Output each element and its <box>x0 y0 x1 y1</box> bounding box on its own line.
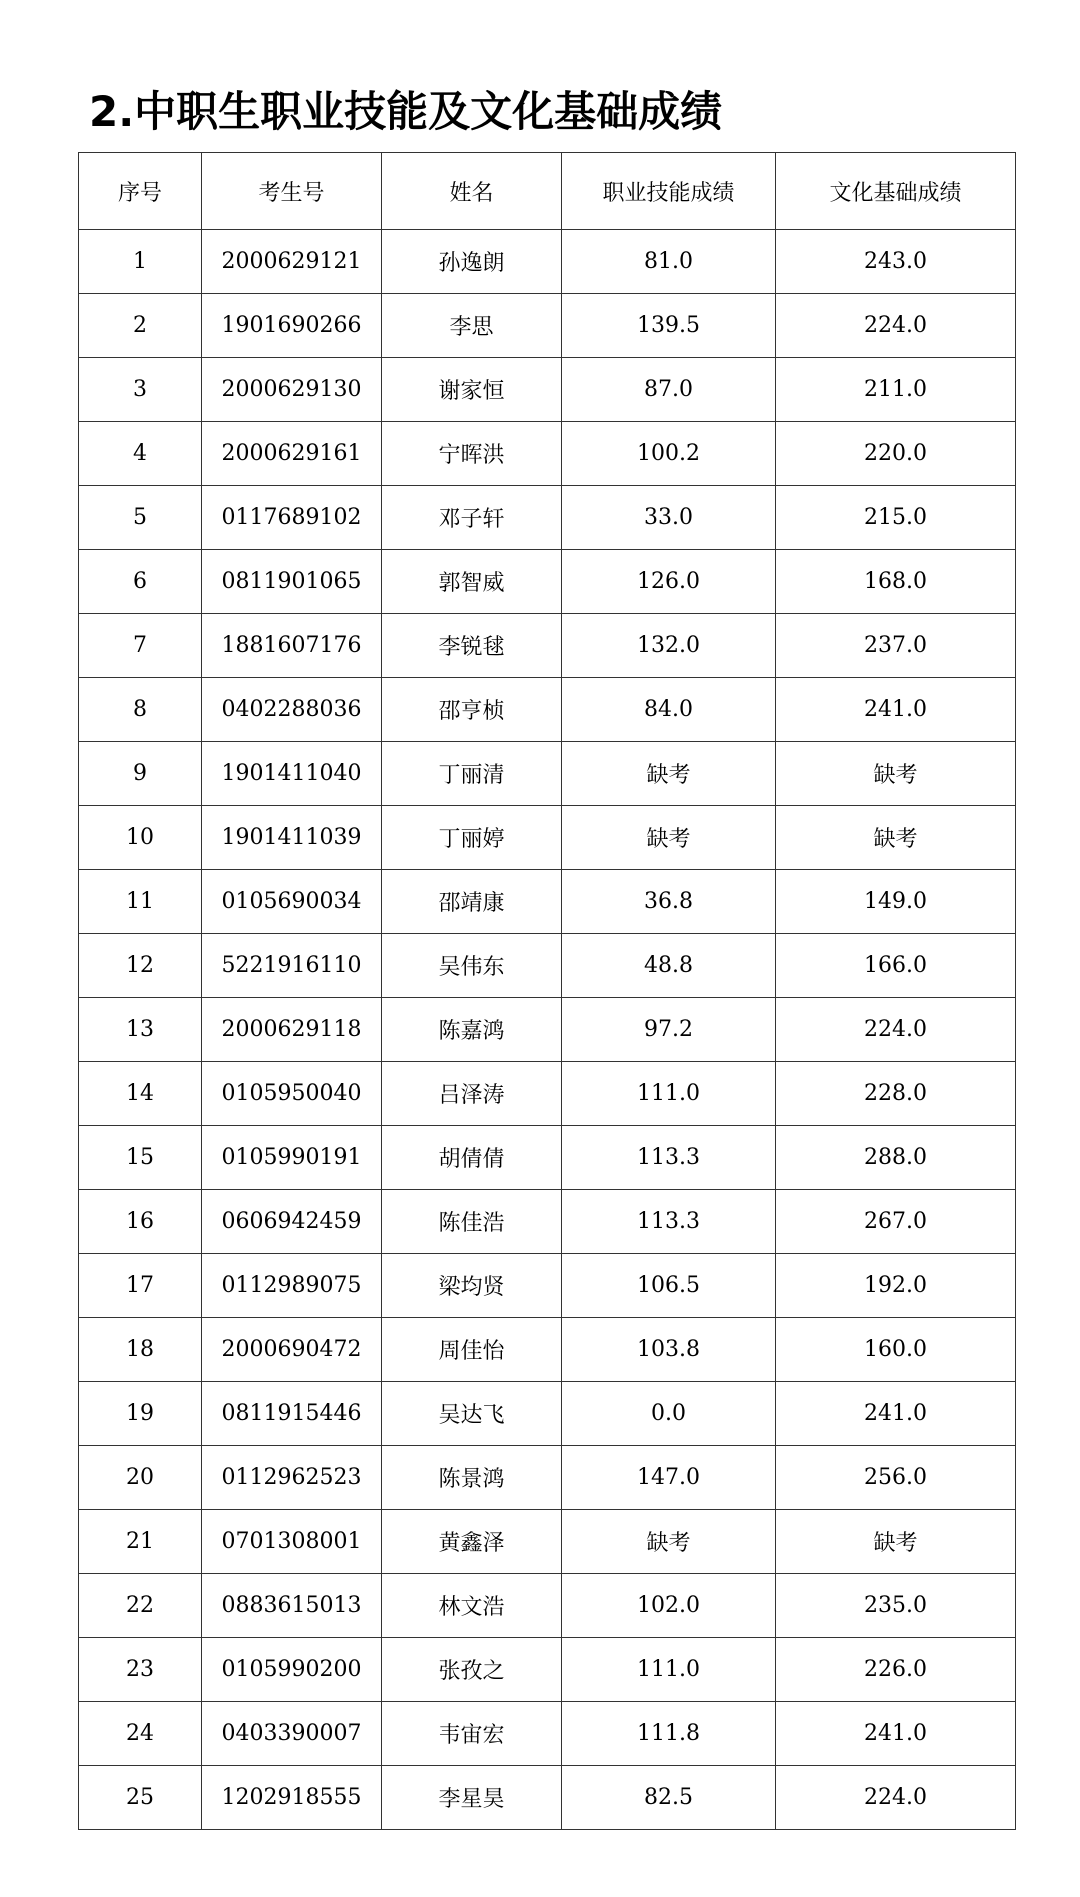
cell-exam-id: 0811901065 <box>202 550 382 614</box>
cell-index: 11 <box>79 870 202 934</box>
cell-vocational-score: 111.8 <box>562 1702 776 1766</box>
cell-index: 7 <box>79 614 202 678</box>
table-row <box>79 550 1016 614</box>
column-header-index: 序号 <box>79 153 202 230</box>
table-row <box>79 870 1016 934</box>
cell-vocational-score: 87.0 <box>562 358 776 422</box>
cell-exam-id: 2000629130 <box>202 358 382 422</box>
cell-vocational-score: 106.5 <box>562 1254 776 1318</box>
cell-culture-score: 224.0 <box>776 1766 1016 1830</box>
cell-name: 郭智威 <box>382 550 562 614</box>
cell-name: 邵亨桢 <box>382 678 562 742</box>
cell-exam-id: 0105990200 <box>202 1638 382 1702</box>
table-row <box>79 358 1016 422</box>
cell-index: 9 <box>79 742 202 806</box>
cell-name: 宁晖洪 <box>382 422 562 486</box>
cell-exam-id: 1901411040 <box>202 742 382 806</box>
table-row <box>79 230 1016 294</box>
cell-vocational-score: 缺考 <box>562 742 776 806</box>
cell-exam-id: 2000629118 <box>202 998 382 1062</box>
cell-name: 梁均贤 <box>382 1254 562 1318</box>
column-header-name: 姓名 <box>382 153 562 230</box>
cell-culture-score: 241.0 <box>776 678 1016 742</box>
cell-index: 12 <box>79 934 202 998</box>
cell-vocational-score: 111.0 <box>562 1638 776 1702</box>
cell-name: 黄鑫泽 <box>382 1510 562 1574</box>
table-row <box>79 486 1016 550</box>
cell-culture-score: 241.0 <box>776 1382 1016 1446</box>
table-row <box>79 1446 1016 1510</box>
cell-exam-id: 1881607176 <box>202 614 382 678</box>
cell-exam-id: 0402288036 <box>202 678 382 742</box>
cell-culture-score: 224.0 <box>776 294 1016 358</box>
cell-index: 8 <box>79 678 202 742</box>
cell-vocational-score: 81.0 <box>562 230 776 294</box>
cell-name: 吴达飞 <box>382 1382 562 1446</box>
cell-vocational-score: 36.8 <box>562 870 776 934</box>
cell-vocational-score: 147.0 <box>562 1446 776 1510</box>
cell-name: 林文浩 <box>382 1574 562 1638</box>
table-row <box>79 1382 1016 1446</box>
cell-exam-id: 1901690266 <box>202 294 382 358</box>
cell-vocational-score: 102.0 <box>562 1574 776 1638</box>
cell-vocational-score: 113.3 <box>562 1126 776 1190</box>
cell-index: 22 <box>79 1574 202 1638</box>
cell-index: 15 <box>79 1126 202 1190</box>
cell-name: 陈佳浩 <box>382 1190 562 1254</box>
cell-culture-score: 226.0 <box>776 1638 1016 1702</box>
cell-name: 陈景鸿 <box>382 1446 562 1510</box>
table-row <box>79 1318 1016 1382</box>
table-row <box>79 1126 1016 1190</box>
cell-name: 李锐毬 <box>382 614 562 678</box>
cell-culture-score: 215.0 <box>776 486 1016 550</box>
cell-culture-score: 241.0 <box>776 1702 1016 1766</box>
table-row <box>79 614 1016 678</box>
cell-name: 谢家恒 <box>382 358 562 422</box>
cell-vocational-score: 100.2 <box>562 422 776 486</box>
cell-vocational-score: 139.5 <box>562 294 776 358</box>
cell-index: 14 <box>79 1062 202 1126</box>
cell-name: 韦宙宏 <box>382 1702 562 1766</box>
cell-exam-id: 1901411039 <box>202 806 382 870</box>
table-row <box>79 934 1016 998</box>
cell-index: 3 <box>79 358 202 422</box>
cell-culture-score: 缺考 <box>776 806 1016 870</box>
cell-index: 21 <box>79 1510 202 1574</box>
cell-culture-score: 256.0 <box>776 1446 1016 1510</box>
cell-name: 孙逸朗 <box>382 230 562 294</box>
cell-exam-id: 0105690034 <box>202 870 382 934</box>
table-row <box>79 678 1016 742</box>
cell-name: 周佳怡 <box>382 1318 562 1382</box>
cell-culture-score: 228.0 <box>776 1062 1016 1126</box>
score-table <box>78 152 1016 1830</box>
cell-culture-score: 224.0 <box>776 998 1016 1062</box>
cell-vocational-score: 97.2 <box>562 998 776 1062</box>
cell-vocational-score: 48.8 <box>562 934 776 998</box>
cell-name: 丁丽婷 <box>382 806 562 870</box>
cell-exam-id: 2000690472 <box>202 1318 382 1382</box>
cell-name: 吕泽涛 <box>382 1062 562 1126</box>
cell-name: 邵靖康 <box>382 870 562 934</box>
cell-index: 24 <box>79 1702 202 1766</box>
cell-index: 4 <box>79 422 202 486</box>
cell-exam-id: 0403390007 <box>202 1702 382 1766</box>
cell-name: 陈嘉鸿 <box>382 998 562 1062</box>
cell-exam-id: 0105990191 <box>202 1126 382 1190</box>
cell-exam-id: 1202918555 <box>202 1766 382 1830</box>
cell-exam-id: 0117689102 <box>202 486 382 550</box>
cell-vocational-score: 113.3 <box>562 1190 776 1254</box>
cell-culture-score: 166.0 <box>776 934 1016 998</box>
cell-culture-score: 237.0 <box>776 614 1016 678</box>
cell-index: 10 <box>79 806 202 870</box>
table-row <box>79 294 1016 358</box>
cell-culture-score: 235.0 <box>776 1574 1016 1638</box>
cell-index: 18 <box>79 1318 202 1382</box>
cell-culture-score: 168.0 <box>776 550 1016 614</box>
cell-culture-score: 缺考 <box>776 742 1016 806</box>
table-row <box>79 742 1016 806</box>
cell-culture-score: 160.0 <box>776 1318 1016 1382</box>
cell-index: 16 <box>79 1190 202 1254</box>
cell-culture-score: 267.0 <box>776 1190 1016 1254</box>
cell-exam-id: 0112962523 <box>202 1446 382 1510</box>
column-header-exam-id: 考生号 <box>202 153 382 230</box>
cell-exam-id: 5221916110 <box>202 934 382 998</box>
cell-index: 1 <box>79 230 202 294</box>
cell-name: 张孜之 <box>382 1638 562 1702</box>
cell-exam-id: 0105950040 <box>202 1062 382 1126</box>
cell-index: 5 <box>79 486 202 550</box>
cell-name: 吴伟东 <box>382 934 562 998</box>
cell-name: 丁丽清 <box>382 742 562 806</box>
cell-vocational-score: 111.0 <box>562 1062 776 1126</box>
cell-vocational-score: 33.0 <box>562 486 776 550</box>
cell-culture-score: 192.0 <box>776 1254 1016 1318</box>
cell-vocational-score: 132.0 <box>562 614 776 678</box>
cell-exam-id: 0883615013 <box>202 1574 382 1638</box>
cell-index: 2 <box>79 294 202 358</box>
cell-name: 邓子轩 <box>382 486 562 550</box>
cell-vocational-score: 84.0 <box>562 678 776 742</box>
cell-exam-id: 0112989075 <box>202 1254 382 1318</box>
table-row <box>79 998 1016 1062</box>
cell-exam-id: 2000629121 <box>202 230 382 294</box>
table-row <box>79 422 1016 486</box>
cell-vocational-score: 103.8 <box>562 1318 776 1382</box>
header-row <box>79 153 1016 230</box>
cell-exam-id: 2000629161 <box>202 422 382 486</box>
cell-name: 李星昊 <box>382 1766 562 1830</box>
column-header-vocational-score: 职业技能成绩 <box>562 153 776 230</box>
cell-name: 胡倩倩 <box>382 1126 562 1190</box>
table-row <box>79 1702 1016 1766</box>
table-row <box>79 1574 1016 1638</box>
cell-vocational-score: 缺考 <box>562 1510 776 1574</box>
table-row <box>79 1062 1016 1126</box>
cell-vocational-score: 82.5 <box>562 1766 776 1830</box>
page-title: 2.中职生职业技能及文化基础成绩 <box>89 87 723 136</box>
table-row <box>79 1254 1016 1318</box>
table-row <box>79 1510 1016 1574</box>
cell-culture-score: 149.0 <box>776 870 1016 934</box>
cell-vocational-score: 126.0 <box>562 550 776 614</box>
table-row <box>79 1190 1016 1254</box>
cell-index: 6 <box>79 550 202 614</box>
table-header <box>79 153 1016 230</box>
cell-culture-score: 220.0 <box>776 422 1016 486</box>
table-row <box>79 1766 1016 1830</box>
table-row <box>79 806 1016 870</box>
column-header-culture-score: 文化基础成绩 <box>776 153 1016 230</box>
cell-name: 李思 <box>382 294 562 358</box>
cell-index: 13 <box>79 998 202 1062</box>
cell-index: 17 <box>79 1254 202 1318</box>
cell-index: 19 <box>79 1382 202 1446</box>
table-row <box>79 1638 1016 1702</box>
cell-exam-id: 0701308001 <box>202 1510 382 1574</box>
cell-culture-score: 243.0 <box>776 230 1016 294</box>
table-body <box>79 230 1016 1830</box>
cell-vocational-score: 0.0 <box>562 1382 776 1446</box>
cell-index: 20 <box>79 1446 202 1510</box>
cell-exam-id: 0811915446 <box>202 1382 382 1446</box>
cell-culture-score: 缺考 <box>776 1510 1016 1574</box>
cell-index: 25 <box>79 1766 202 1830</box>
cell-culture-score: 211.0 <box>776 358 1016 422</box>
cell-exam-id: 0606942459 <box>202 1190 382 1254</box>
cell-index: 23 <box>79 1638 202 1702</box>
cell-vocational-score: 缺考 <box>562 806 776 870</box>
cell-culture-score: 288.0 <box>776 1126 1016 1190</box>
